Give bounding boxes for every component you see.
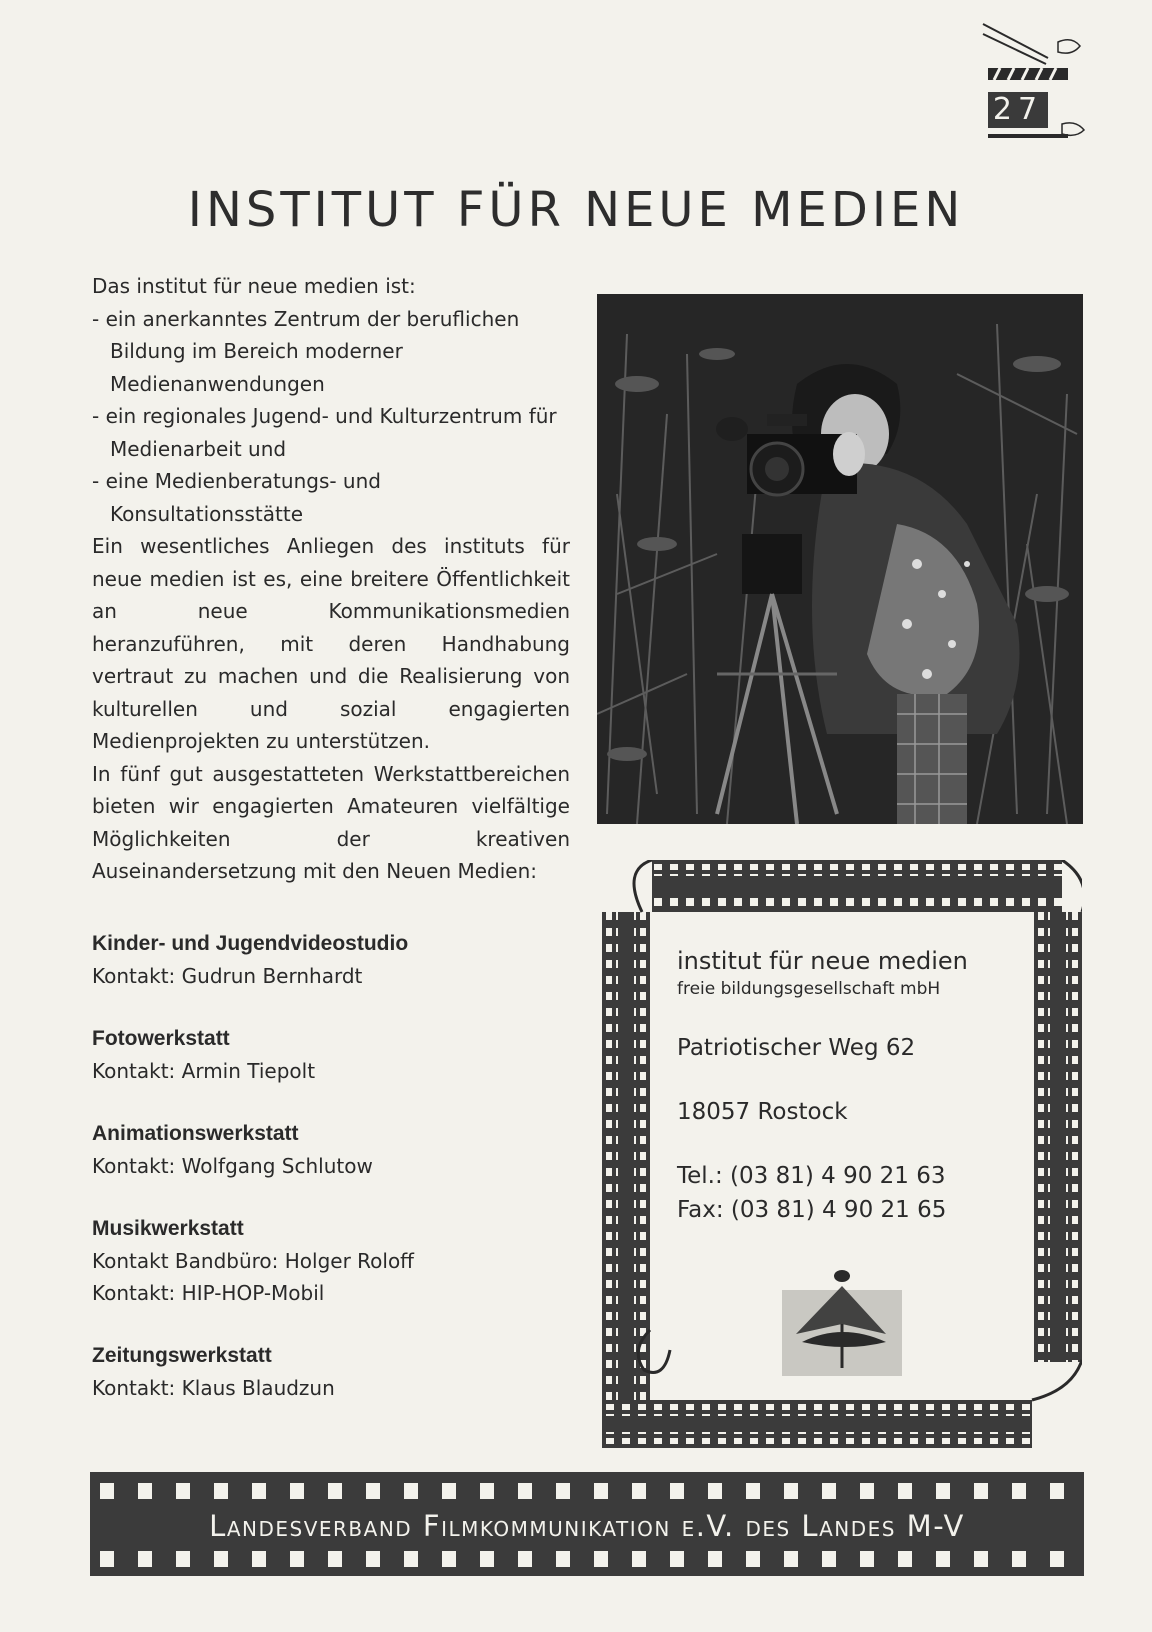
clapperboard-icon: [978, 20, 1090, 150]
org-name: institut für neue medien: [677, 947, 968, 975]
workshop-contact: Kontakt Bandbüro: Holger Roloff: [92, 1249, 414, 1273]
intro-bullet-list: [92, 303, 570, 531]
intro-bullet: - ein regionales Jugend- und Kulturzentrum für Medienarbeit und: [92, 400, 570, 465]
workshop-name: Fotowerkstatt: [92, 1027, 230, 1050]
workshop-contact: Kontakt: HIP-HOP-Mobil: [92, 1281, 325, 1305]
workshop-item: [92, 1340, 562, 1404]
footer-text: Landesverband Filmkommunikation e.V. des Landes M-V: [209, 1509, 965, 1543]
workshop-name: Zeitungswerkstatt: [92, 1344, 272, 1367]
workshop-item: [92, 1213, 562, 1309]
workshop-name: Animationswerkstatt: [92, 1122, 299, 1145]
intro-text: [92, 270, 570, 888]
workshop-item: [92, 1023, 562, 1087]
workshop-name: Kinder- und Jugendvideostudio: [92, 932, 409, 955]
intro-bullet: - eine Medienberatungs- und Konsultationsstätte: [92, 465, 570, 530]
page-number: 27: [988, 92, 1048, 128]
workshop-contact: Kontakt: Armin Tiepolt: [92, 1059, 316, 1083]
workshop-list: [92, 928, 562, 1435]
film-perforation-icon: [90, 1550, 1084, 1568]
intro-lead: Das institut für neue medien ist:: [92, 274, 416, 298]
workshop-item: [92, 928, 562, 992]
org-subtitle: freie bildungsgesellschaft mbH: [677, 979, 941, 999]
institute-logo-icon: [782, 1268, 902, 1376]
workshop-contact: Kontakt: Wolfgang Schlutow: [92, 1154, 373, 1178]
intro-paragraph: Ein wesentliches Anliegen des instituts für neue medien ist es, eine breitere Öffentlichkeit an neue Kommunikationsmedien heranzuführen, mit deren Handhabung vertraut zu machen und die Realisierung von kulturellen und sozial engagierten Medienprojekten zu unterstützen.: [92, 534, 570, 753]
film-perforation-icon: [90, 1482, 1084, 1500]
city: 18057 Rostock: [677, 1099, 848, 1125]
contact-address: [677, 945, 1057, 1227]
workshop-contact: Kontakt: Gudrun Bernhardt: [92, 964, 363, 988]
workshop-name: Musikwerkstatt: [92, 1217, 244, 1240]
intro-bullet: - ein anerkanntes Zentrum der beruflichen Bildung im Bereich moderner Medienanwendungen: [92, 303, 570, 401]
street: Patriotischer Weg 62: [677, 1035, 916, 1061]
workshop-contact: Kontakt: Klaus Blaudzun: [92, 1376, 335, 1400]
camera-operator-photo: [597, 294, 1083, 824]
workshop-item: [92, 1118, 562, 1182]
intro-paragraph: In fünf gut ausgestatteten Werkstattbereichen bieten wir engagierten Amateuren vielfältige Möglichkeiten der kreativen Auseinandersetzung mit den Neuen Medien:: [92, 761, 570, 883]
fax: Fax: (03 81) 4 90 21 65: [677, 1197, 947, 1223]
phone: Tel.: (03 81) 4 90 21 63: [677, 1163, 946, 1189]
footer-banner: [90, 1472, 1084, 1576]
page-title: INSTITUT FÜR NEUE MEDIEN: [187, 182, 965, 238]
